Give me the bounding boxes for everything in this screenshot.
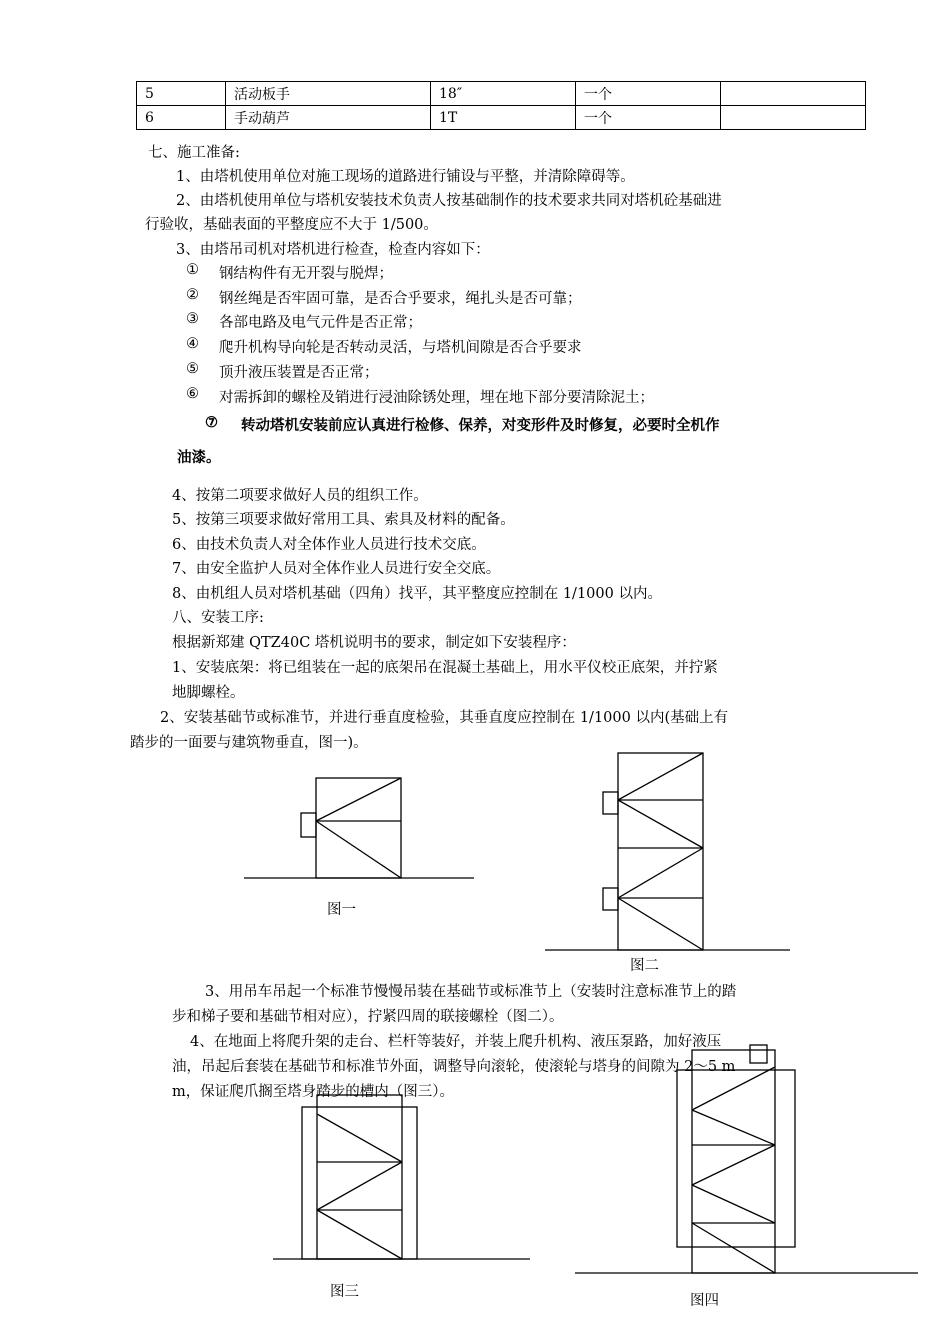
table-cell-name: 活动板手	[226, 82, 431, 106]
section8-s2-line1: 2、安装基础节或标准节，并进行垂直度检验，其垂直度应控制在 1/1000 以内(基础上有	[160, 710, 729, 726]
check7-line2: 油漆。	[177, 449, 221, 466]
table-cell-name: 手动葫芦	[226, 106, 431, 130]
table-cell-qty: 一个	[576, 106, 721, 130]
section7-p5: 5、按第三项要求做好常用工具、索具及材料的配备。	[172, 512, 515, 528]
fig3-caption: 图三	[330, 1284, 359, 1300]
figure2-drawing	[545, 753, 790, 950]
check-mark: ⑤	[186, 361, 199, 377]
check7-mark: ⑦	[205, 414, 218, 431]
fig2-tower-sections	[618, 753, 703, 950]
table-cell-spec: 18″	[431, 82, 576, 106]
section8-s3-line1: 3、用吊车吊起一个标准节慢慢吊装在基础节或标准节上（安装时注意标准节上的踏	[205, 984, 737, 1000]
fig1-step-bracket	[301, 813, 316, 837]
check-text: 对需拆卸的螺栓及销进行浸油除锈处理，埋在地下部分要清除泥土；	[219, 390, 654, 406]
section8-s3-line2: 步和梯子要和基础节相对应），拧紧四周的联接螺栓（图二）。	[172, 1009, 564, 1025]
fig1-base-section	[316, 778, 401, 878]
table-cell-qty: 一个	[576, 82, 721, 106]
check-mark: ②	[186, 287, 199, 303]
check-text: 各部电路及电气元件是否正常；	[219, 315, 422, 331]
table-cell-spec: 1T	[431, 106, 576, 130]
section7-p7: 7、由安全监护人员对全体作业人员进行安全交底。	[172, 561, 501, 577]
check-text: 爬升机构导向轮是否转动灵活，与塔机间隙是否合乎要求	[219, 340, 582, 356]
section7-p8: 8、由机组人员对塔机基础（四角）找平，其平整度应控制在 1/1000 以内。	[172, 586, 662, 602]
fig1-caption: 图一	[327, 902, 356, 918]
section8-s1-line2: 地脚螺栓。	[172, 685, 245, 701]
section8-s1-line1: 1、安装底架：将已组装在一起的底架吊在混凝土基础上，用水平仪校正底架，并拧紧	[172, 660, 718, 676]
fig4-top-fitting	[750, 1045, 767, 1063]
section8-s2-line2: 踏步的一面要与建筑物垂直，图一)。	[130, 735, 368, 751]
section7-p2-line2: 行验收，基础表面的平整度应不大于 1/500。	[145, 217, 438, 233]
section7-p1: 1、由塔机使用单位对施工现场的道路进行铺设与平整，并清除障碍等。	[176, 169, 635, 185]
section8-intro: 根据新郑建 QTZ40C 塔机说明书的要求，制定如下安装程序：	[172, 635, 576, 651]
check-mark: ①	[186, 262, 199, 278]
check-mark: ③	[186, 311, 199, 327]
fig4-caption: 图四	[690, 1293, 719, 1309]
section7-p4: 4、按第二项要求做好人员的组织工作。	[172, 488, 428, 504]
section8-s4-line3: m，保证爬爪搁至塔身踏步的槽内（图三）。	[172, 1084, 454, 1100]
section7-p2-line1: 2、由塔机使用单位与塔机安装技术负责人按基础制作的技术要求共同对塔机砼基础进	[176, 193, 722, 209]
check-text: 钢结构件有无开裂与脱焊；	[219, 266, 393, 282]
check7-line1: 转动塔机安装前应认真进行检修、保养，对变形件及时修复，必要时全机作	[241, 417, 720, 434]
section7-heading: 七、施工准备:	[148, 145, 240, 161]
fig2-step-bracket-upper	[603, 792, 618, 814]
section7-p6: 6、由技术负责人对全体作业人员进行技术交底。	[172, 537, 486, 553]
check-text: 顶升液压装置是否正常；	[219, 365, 379, 381]
fig2-step-bracket-lower	[603, 888, 618, 910]
section8-s4-line1: 4、在地面上将爬升架的走台、栏杆等装好，并装上爬升机构、液压泵路，加好液压	[190, 1034, 722, 1050]
section8-s4-line2: 油，吊起后套装在基础节和标准节外面，调整导向滚轮，使滚轮与塔身的间隙为 2～5 m	[172, 1059, 736, 1075]
check-text: 钢丝绳是否牢固可靠，是否合乎要求，绳扎头是否可靠；	[219, 291, 582, 307]
figure1-drawing	[244, 778, 474, 878]
fig2-caption: 图二	[630, 958, 659, 974]
figure3-drawing	[273, 1095, 530, 1259]
table-cell-no: 6	[137, 106, 226, 130]
fig3-climbing-frame	[302, 1107, 417, 1259]
table-cell-no: 5	[137, 82, 226, 106]
section8-heading: 八、安装工序:	[172, 610, 264, 626]
fig4-climbing-frame	[677, 1070, 795, 1247]
check-mark: ⑥	[186, 386, 199, 402]
section7-p3: 3、由塔吊司机对塔机进行检查，检查内容如下：	[176, 242, 490, 258]
check-mark: ④	[186, 336, 199, 352]
fig4-tower-sections	[692, 1050, 775, 1273]
figure4-drawing	[575, 1045, 918, 1273]
